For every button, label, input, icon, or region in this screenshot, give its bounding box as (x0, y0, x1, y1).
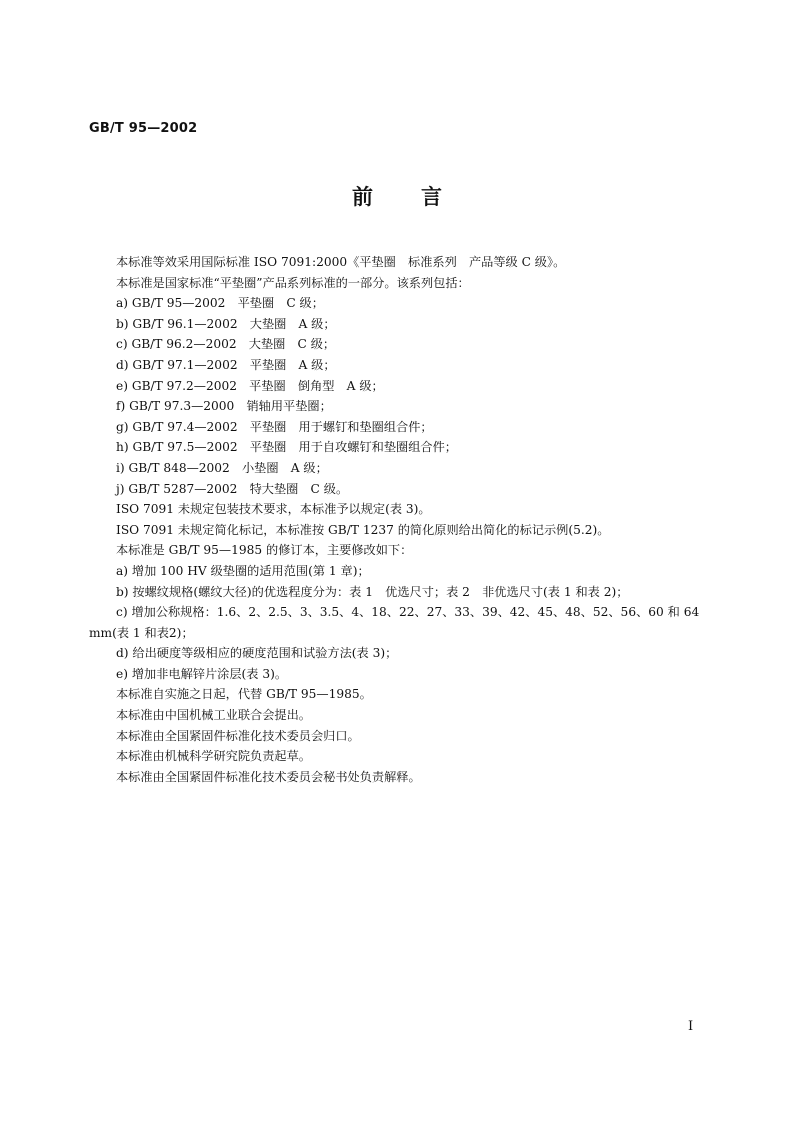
document-code: GB/T 95—2002 (89, 121, 198, 136)
series-list-item: a) GB/T 95—2002 平垫圈 C 级； (116, 296, 324, 311)
change-list-item: a) 增加 100 HV 级垫圈的适用范围(第 1 章)； (116, 563, 370, 578)
change-list-item: b) 按螺纹规格(螺纹大径)的优选程度分为：表 1 优选尺寸；表 2 非优选尺寸(表 1 和表 2)； (116, 584, 629, 599)
foreword-paragraph: 本标准由全国紧固件标准化技术委员会归口。 (116, 728, 360, 743)
series-list-item: g) GB/T 97.4—2002 平垫圈 用于螺钉和垫圈组合件； (116, 419, 433, 434)
foreword-paragraph: 本标准由中国机械工业联合会提出。 (116, 708, 311, 723)
foreword-paragraph: 本标准自实施之日起，代替 GB/T 95—1985。 (116, 687, 372, 702)
series-list-item: i) GB/T 848—2002 小垫圈 A 级； (116, 460, 328, 475)
change-list-item: c) 增加公称规格：1.6、2、2.5、3、3.5、4、18、22、27、33、39、42、45、48、52、56、60 和 64 mm(表 1 和表2)； (89, 605, 704, 640)
series-list-item: b) GB/T 96.1—2002 大垫圈 A 级； (116, 316, 336, 331)
series-list-item: f) GB/T 97.3—2000 销轴用平垫圈； (116, 399, 332, 414)
foreword-paragraph: 本标准由机械科学研究院负责起草。 (116, 749, 311, 764)
foreword-paragraph: ISO 7091 未规定简化标记，本标准按 GB/T 1237 的简化原则给出简化的标记示例(5.2)。 (116, 522, 610, 537)
foreword-paragraph: 本标准是 GB/T 95—1985 的修订本，主要修改如下： (116, 543, 413, 558)
foreword-paragraph: 本标准等效采用国际标准 ISO 7091:2000《平垫圈 标准系列 产品等级 C 级》。 (116, 255, 566, 269)
series-list-item: c) GB/T 96.2—2002 大垫圈 C 级； (116, 337, 336, 352)
foreword-body (89, 252, 705, 787)
page-title: 前言 (352, 185, 490, 209)
foreword-paragraph: 本标准由全国紧固件标准化技术委员会秘书处负责解释。 (116, 769, 421, 784)
foreword-paragraph: 本标准是国家标准“平垫圈”产品系列标准的一部分。该系列包括： (116, 275, 470, 290)
change-list-item: d) 给出硬度等级相应的硬度范围和试验方法(表 3)； (116, 646, 398, 661)
series-list-item: e) GB/T 97.2—2002 平垫圈 倒角型 A 级； (116, 378, 384, 393)
foreword-paragraph: ISO 7091 未规定包装技术要求，本标准予以规定(表 3)。 (116, 502, 431, 517)
series-list-item: j) GB/T 5287—2002 特大垫圈 C 级。 (116, 481, 349, 496)
change-list-item: e) 增加非电解锌片涂层(表 3)。 (116, 666, 288, 681)
page-number: I (688, 1019, 694, 1034)
series-list-item: h) GB/T 97.5—2002 平垫圈 用于自攻螺钉和垫圈组合件； (116, 440, 457, 455)
series-list-item: d) GB/T 97.1—2002 平垫圈 A 级； (116, 357, 336, 372)
